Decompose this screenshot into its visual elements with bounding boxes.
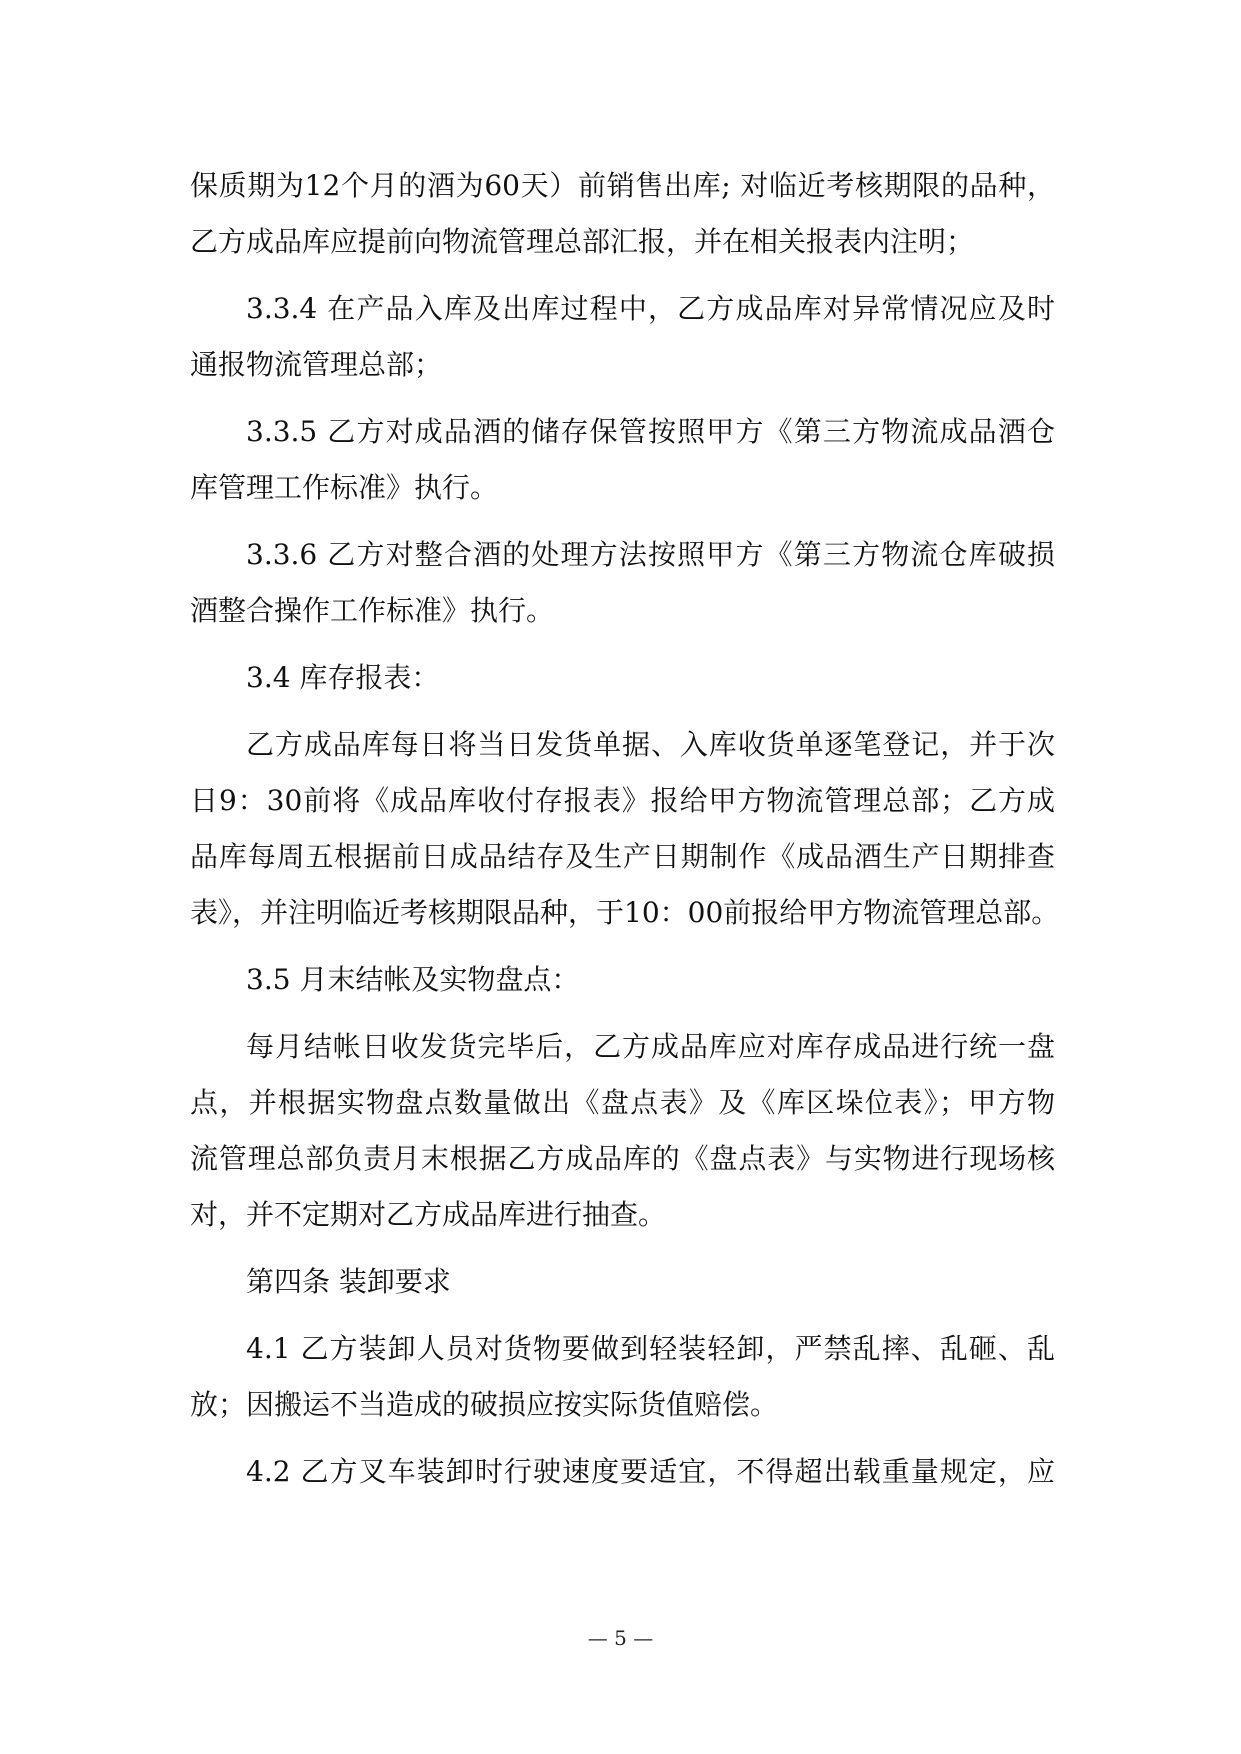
text-line: 乙方成品库应提前向物流管理总部汇报，并在相关报表内注明；: [190, 225, 975, 258]
text-line: 放；因搬运不当造成的破损应按实际货值赔偿。: [190, 1388, 779, 1421]
text-line: 每月结帐日收发货完毕后，乙方成品库应对库存成品进行统一盘: [246, 1030, 1055, 1063]
text-line: 库管理工作标准》执行。: [190, 471, 499, 504]
text-line: 对，并不定期对乙方成品库进行抽查。: [190, 1198, 667, 1231]
text-line: 保质期为12个月的酒为60天）前销售出库; 对临近考核期限的品种，: [190, 169, 1055, 202]
section-heading-3-4: 3.4 库存报表：: [246, 661, 440, 694]
text-line: 点，并根据实物盘点数量做出《盘点表》及《库区垛位表》；甲方物: [190, 1086, 1055, 1119]
text-line: 日9：30前将《成品库收付存报表》报给甲方物流管理总部；乙方成: [190, 784, 1055, 817]
text-line: 通报物流管理总部；: [190, 348, 443, 381]
text-line: 乙方成品库每日将当日发货单据、入库收货单逐笔登记，并于次: [246, 728, 1055, 761]
clause-4-2: 4.2 乙方叉车装卸时行驶速度要适宜，不得超出载重量规定，应: [246, 1455, 1055, 1488]
section-heading-3-5: 3.5 月末结帐及实物盘点：: [246, 963, 580, 996]
clause-3-3-6: 3.3.6 乙方对整合酒的处理方法按照甲方《第三方物流仓库破损: [246, 538, 1055, 571]
article-heading-4: 第四条 装卸要求: [246, 1265, 451, 1298]
text-line: 流管理总部负责月末根据乙方成品库的《盘点表》与实物进行现场核: [190, 1142, 1055, 1175]
clause-4-1: 4.1 乙方装卸人员对货物要做到轻装轻卸，严禁乱摔、乱砸、乱: [246, 1332, 1055, 1365]
page-number: — 5 —: [587, 1626, 654, 1650]
clause-3-3-4: 3.3.4 在产品入库及出库过程中，乙方成品库对异常情况应及时: [246, 292, 1055, 325]
text-line: 酒整合操作工作标准》执行。: [190, 594, 555, 627]
clause-3-3-5: 3.3.5 乙方对成品酒的储存保管按照甲方《第三方物流成品酒仓: [246, 415, 1055, 448]
text-line: 表》，并注明临近考核期限品种，于10：00前报给甲方物流管理总部。: [190, 896, 1060, 929]
text-line: 品库每周五根据前日成品结存及生产日期制作《成品酒生产日期排查: [190, 840, 1055, 873]
